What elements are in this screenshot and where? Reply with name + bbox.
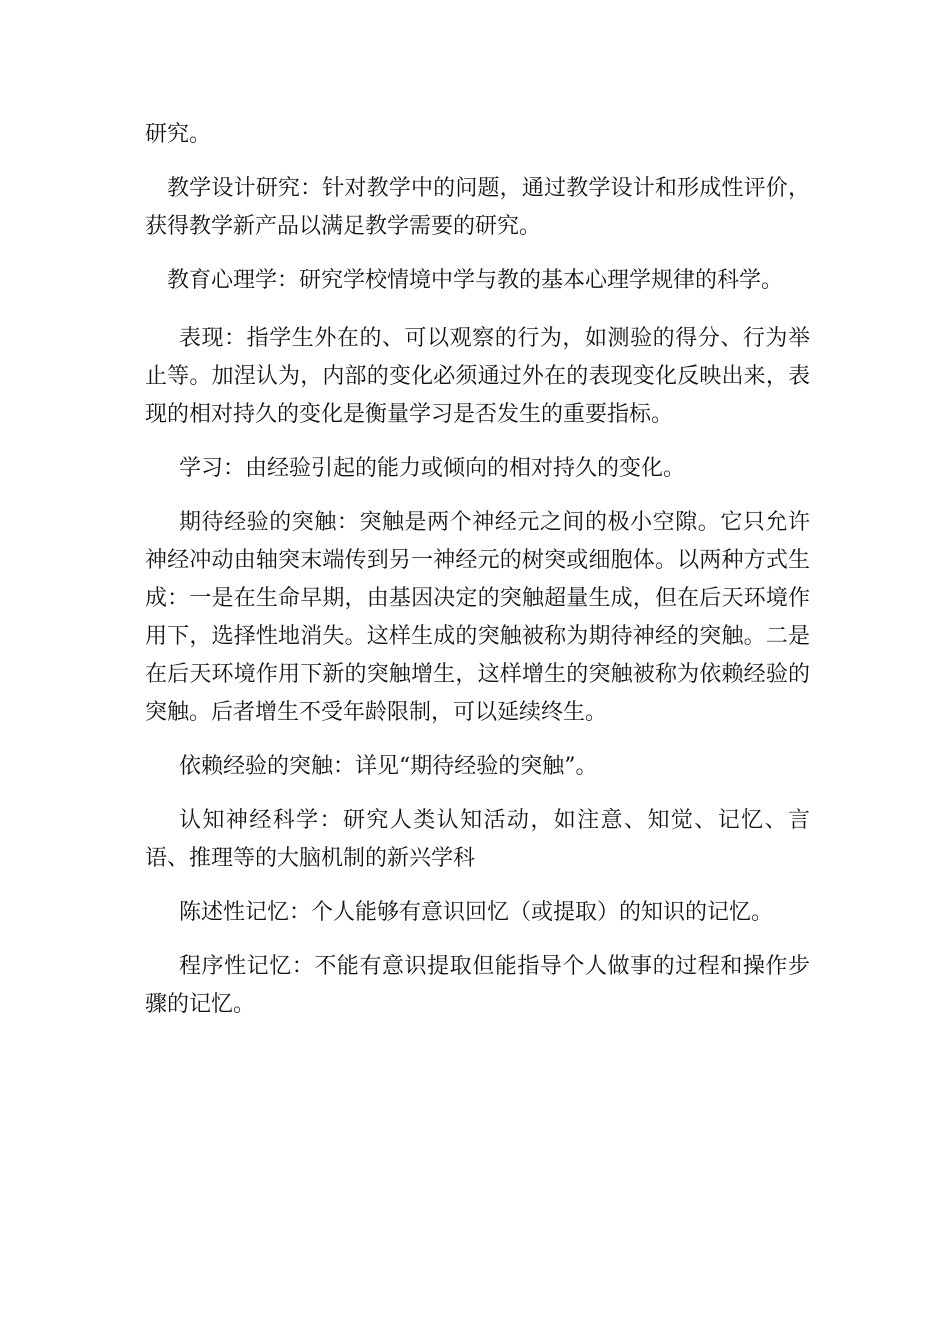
paragraph-declarative-memory: 陈述性记忆：个人能够有意识回忆（或提取）的知识的记忆。 (179, 900, 774, 925)
paragraph-experience-dependent-synapse: 依赖经验的突触：详见“期待经验的突触”。 (179, 754, 598, 779)
document-page (145, 116, 810, 1040)
paragraph-cognitive-neuroscience: 认知神经科学：研究人类认知活动，如注意、知觉、记忆、言语、推理等的大脑机制的新兴学科 (145, 808, 810, 871)
paragraph-experience-expectant-synapse: 期待经验的突触：突触是两个神经元之间的极小空隙。它只允许神经冲动由轴突末端传到另一神经元的树突或细胞体。以两种方式生成：一是在生命早期，由基因决定的突触超量生成，但在后天环境作用下，选择性地消失。这样生成的突触被称为期待神经的突触。二是在后天环境作用下新的突触增生，这样增生的突触被称为依赖经验的突触。后者增生不受年龄限制，可以延续终生。 (145, 510, 810, 725)
paragraph-performance: 表现：指学生外在的、可以观察的行为，如测验的得分、行为举止等。加涅认为，内部的变化必须通过外在的表现变化反映出来，表现的相对持久的变化是衡量学习是否发生的重要指标。 (145, 326, 810, 427)
paragraph-learning: 学习：由经验引起的能力或倾向的相对持久的变化。 (179, 456, 686, 481)
paragraph-continuation: 研究。 (145, 122, 212, 147)
paragraph-educational-psychology: 教育心理学：研究学校情境中学与教的基本心理学规律的科学。 (167, 268, 784, 293)
paragraph-instructional-design-research: 教学设计研究：针对教学中的问题，通过教学设计和形成性评价，获得教学新产品以满足教学需要的研究。 (145, 176, 810, 239)
paragraph-procedural-memory: 程序性记忆：不能有意识提取但能指导个人做事的过程和操作步骤的记忆。 (145, 954, 810, 1017)
